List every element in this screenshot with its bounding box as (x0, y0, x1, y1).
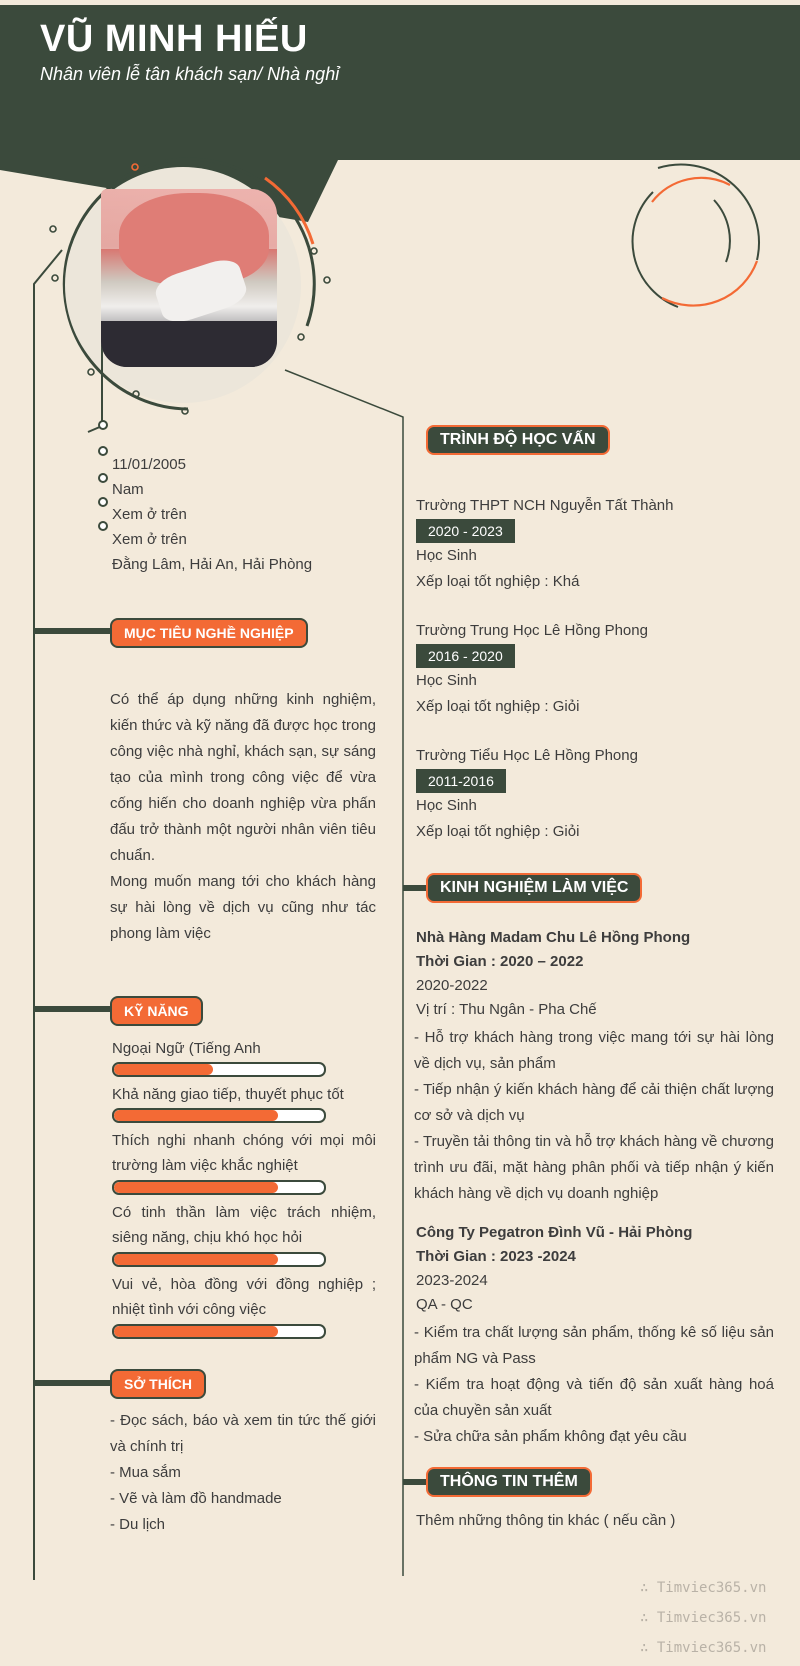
school-name: Trường Trung Học Lê Hồng Phong (416, 622, 648, 639)
skill-bar (112, 1180, 326, 1195)
school-name: Trường Tiểu Học Lê Hồng Phong (416, 747, 638, 764)
address: Đằng Lâm, Hải An, Hải Phòng (112, 556, 313, 573)
watermark: ∴ Timviec365.vn (640, 1580, 767, 1596)
job-duty: - Tiếp nhận ý kiến khách hàng để cải thiện chất lượng cơ sở và dịch vụ (414, 1081, 774, 1124)
education-result: Xếp loại tốt nghiệp : Khá (416, 573, 580, 590)
objective-paragraph-2: Mong muốn mang tới cho khách hàng sự hài lòng về dịch vụ cũng như tác phong làm việc (110, 873, 376, 942)
job-position: QA - QC (416, 1296, 473, 1313)
skill-name: Vui vẻ, hòa đồng với đồng nghiệp ; nhiệt tình với công việc (112, 1276, 376, 1318)
profile-photo (101, 189, 277, 367)
hobby-item: - Du lịch (110, 1516, 166, 1533)
birth-date: 11/01/2005 (112, 456, 186, 473)
skill-level (114, 1254, 278, 1265)
school-name: Trường THPT NCH Nguyễn Tất Thành (416, 497, 674, 514)
job-duty: - Kiểm tra hoạt động và tiến độ sản xuất hàng hoá của chuyền sản xuất (414, 1376, 774, 1419)
company-name: Công Ty Pegatron Đình Vũ - Hải Phòng (416, 1224, 693, 1241)
watermark: ∴ Timviec365.vn (640, 1610, 767, 1626)
skill-bar (112, 1252, 326, 1267)
education-result: Xếp loại tốt nghiệp : Giỏi (416, 698, 580, 715)
additional-header: THÔNG TIN THÊM (426, 1467, 592, 1497)
skill-level (114, 1182, 278, 1193)
email: Xem ở trên (112, 531, 187, 548)
objective-header: MỤC TIÊU NGHỀ NGHIỆP (110, 618, 308, 648)
job-time: Thời Gian : 2020 – 2022 (416, 953, 584, 970)
skill-bar (112, 1062, 326, 1077)
company-name: Nhà Hàng Madam Chu Lê Hồng Phong (416, 929, 691, 946)
job-duty: - Sửa chữa sản phẩm không đạt yêu cầu (414, 1428, 687, 1445)
job-duty: - Hỗ trợ khách hàng trong việc mang tới sự hài lòng về dịch vụ, sản phẩm (414, 1029, 774, 1072)
education-major: Học Sinh (416, 547, 477, 564)
education-years: 2011-2016 (416, 769, 506, 793)
education-major: Học Sinh (416, 797, 477, 814)
hobby-item: - Mua sắm (110, 1464, 181, 1481)
education-major: Học Sinh (416, 672, 477, 689)
education-years: 2016 - 2020 (416, 644, 515, 668)
skill-bar (112, 1324, 326, 1339)
skill-bar (112, 1108, 326, 1123)
job-years: 2020-2022 (416, 977, 488, 994)
job-years: 2023-2024 (416, 1272, 488, 1289)
phone: Xem ở trên (112, 506, 187, 523)
education-years: 2020 - 2023 (416, 519, 515, 543)
hobbies-header: SỞ THÍCH (110, 1369, 206, 1399)
skill-name: Ngoại Ngữ (Tiếng Anh (112, 1040, 261, 1057)
job-title: Nhân viên lễ tân khách sạn/ Nhà nghỉ (40, 64, 340, 84)
watermark: ∴ Timviec365.vn (640, 1640, 767, 1656)
skill-level (114, 1110, 278, 1121)
job-time: Thời Gian : 2023 -2024 (416, 1248, 576, 1265)
skill-level (114, 1326, 278, 1337)
education-result: Xếp loại tốt nghiệp : Giỏi (416, 823, 580, 840)
job-position: Vị trí : Thu Ngân - Pha Chế (416, 1001, 597, 1018)
additional-text: Thêm những thông tin khác ( nếu cần ) (416, 1512, 676, 1529)
hobby-item: - Đọc sách, báo và xem tin tức thế giới và chính trị (110, 1412, 376, 1455)
objective-paragraph: Có thể áp dụng những kinh nghiệm, kiến thức và kỹ năng đã được học trong công việc nhà nghỉ, khách sạn, sự sáng tạo của mình trong công việc để vừa cống hiến cho doanh nghiệp vừa phấn đấu trở thành một người nhân viên tiêu chuẩn. (110, 691, 376, 864)
job-duty: - Kiểm tra chất lượng sản phẩm, thống kê số liệu sản phẩm NG và Pass (414, 1324, 774, 1367)
experience-header: KINH NGHIỆM LÀM VIỆC (426, 873, 642, 903)
photo-shirt (101, 321, 277, 367)
candidate-name: VŨ MINH HIẾU (40, 18, 308, 60)
gender: Nam (112, 481, 144, 498)
hobby-item: - Vẽ và làm đồ handmade (110, 1490, 282, 1507)
job-duty: - Truyền tải thông tin và hỗ trợ khách hàng về chương trình ưu đãi, mặt hàng phân phối và tiếp nhận ý kiến khách hàng về dịch vụ doanh nghiệp (414, 1133, 774, 1202)
skill-name: Thích nghi nhanh chóng với mọi môi trường làm việc khắc nghiệt (112, 1132, 376, 1174)
skill-level (114, 1064, 213, 1075)
education-header: TRÌNH ĐỘ HỌC VẤN (426, 425, 610, 455)
skill-name: Khả năng giao tiếp, thuyết phục tốt (112, 1086, 344, 1103)
skill-name: Có tinh thần làm việc trách nhiệm, siêng năng, chịu khó học hỏi (112, 1204, 376, 1246)
skills-header: KỸ NĂNG (110, 996, 203, 1026)
